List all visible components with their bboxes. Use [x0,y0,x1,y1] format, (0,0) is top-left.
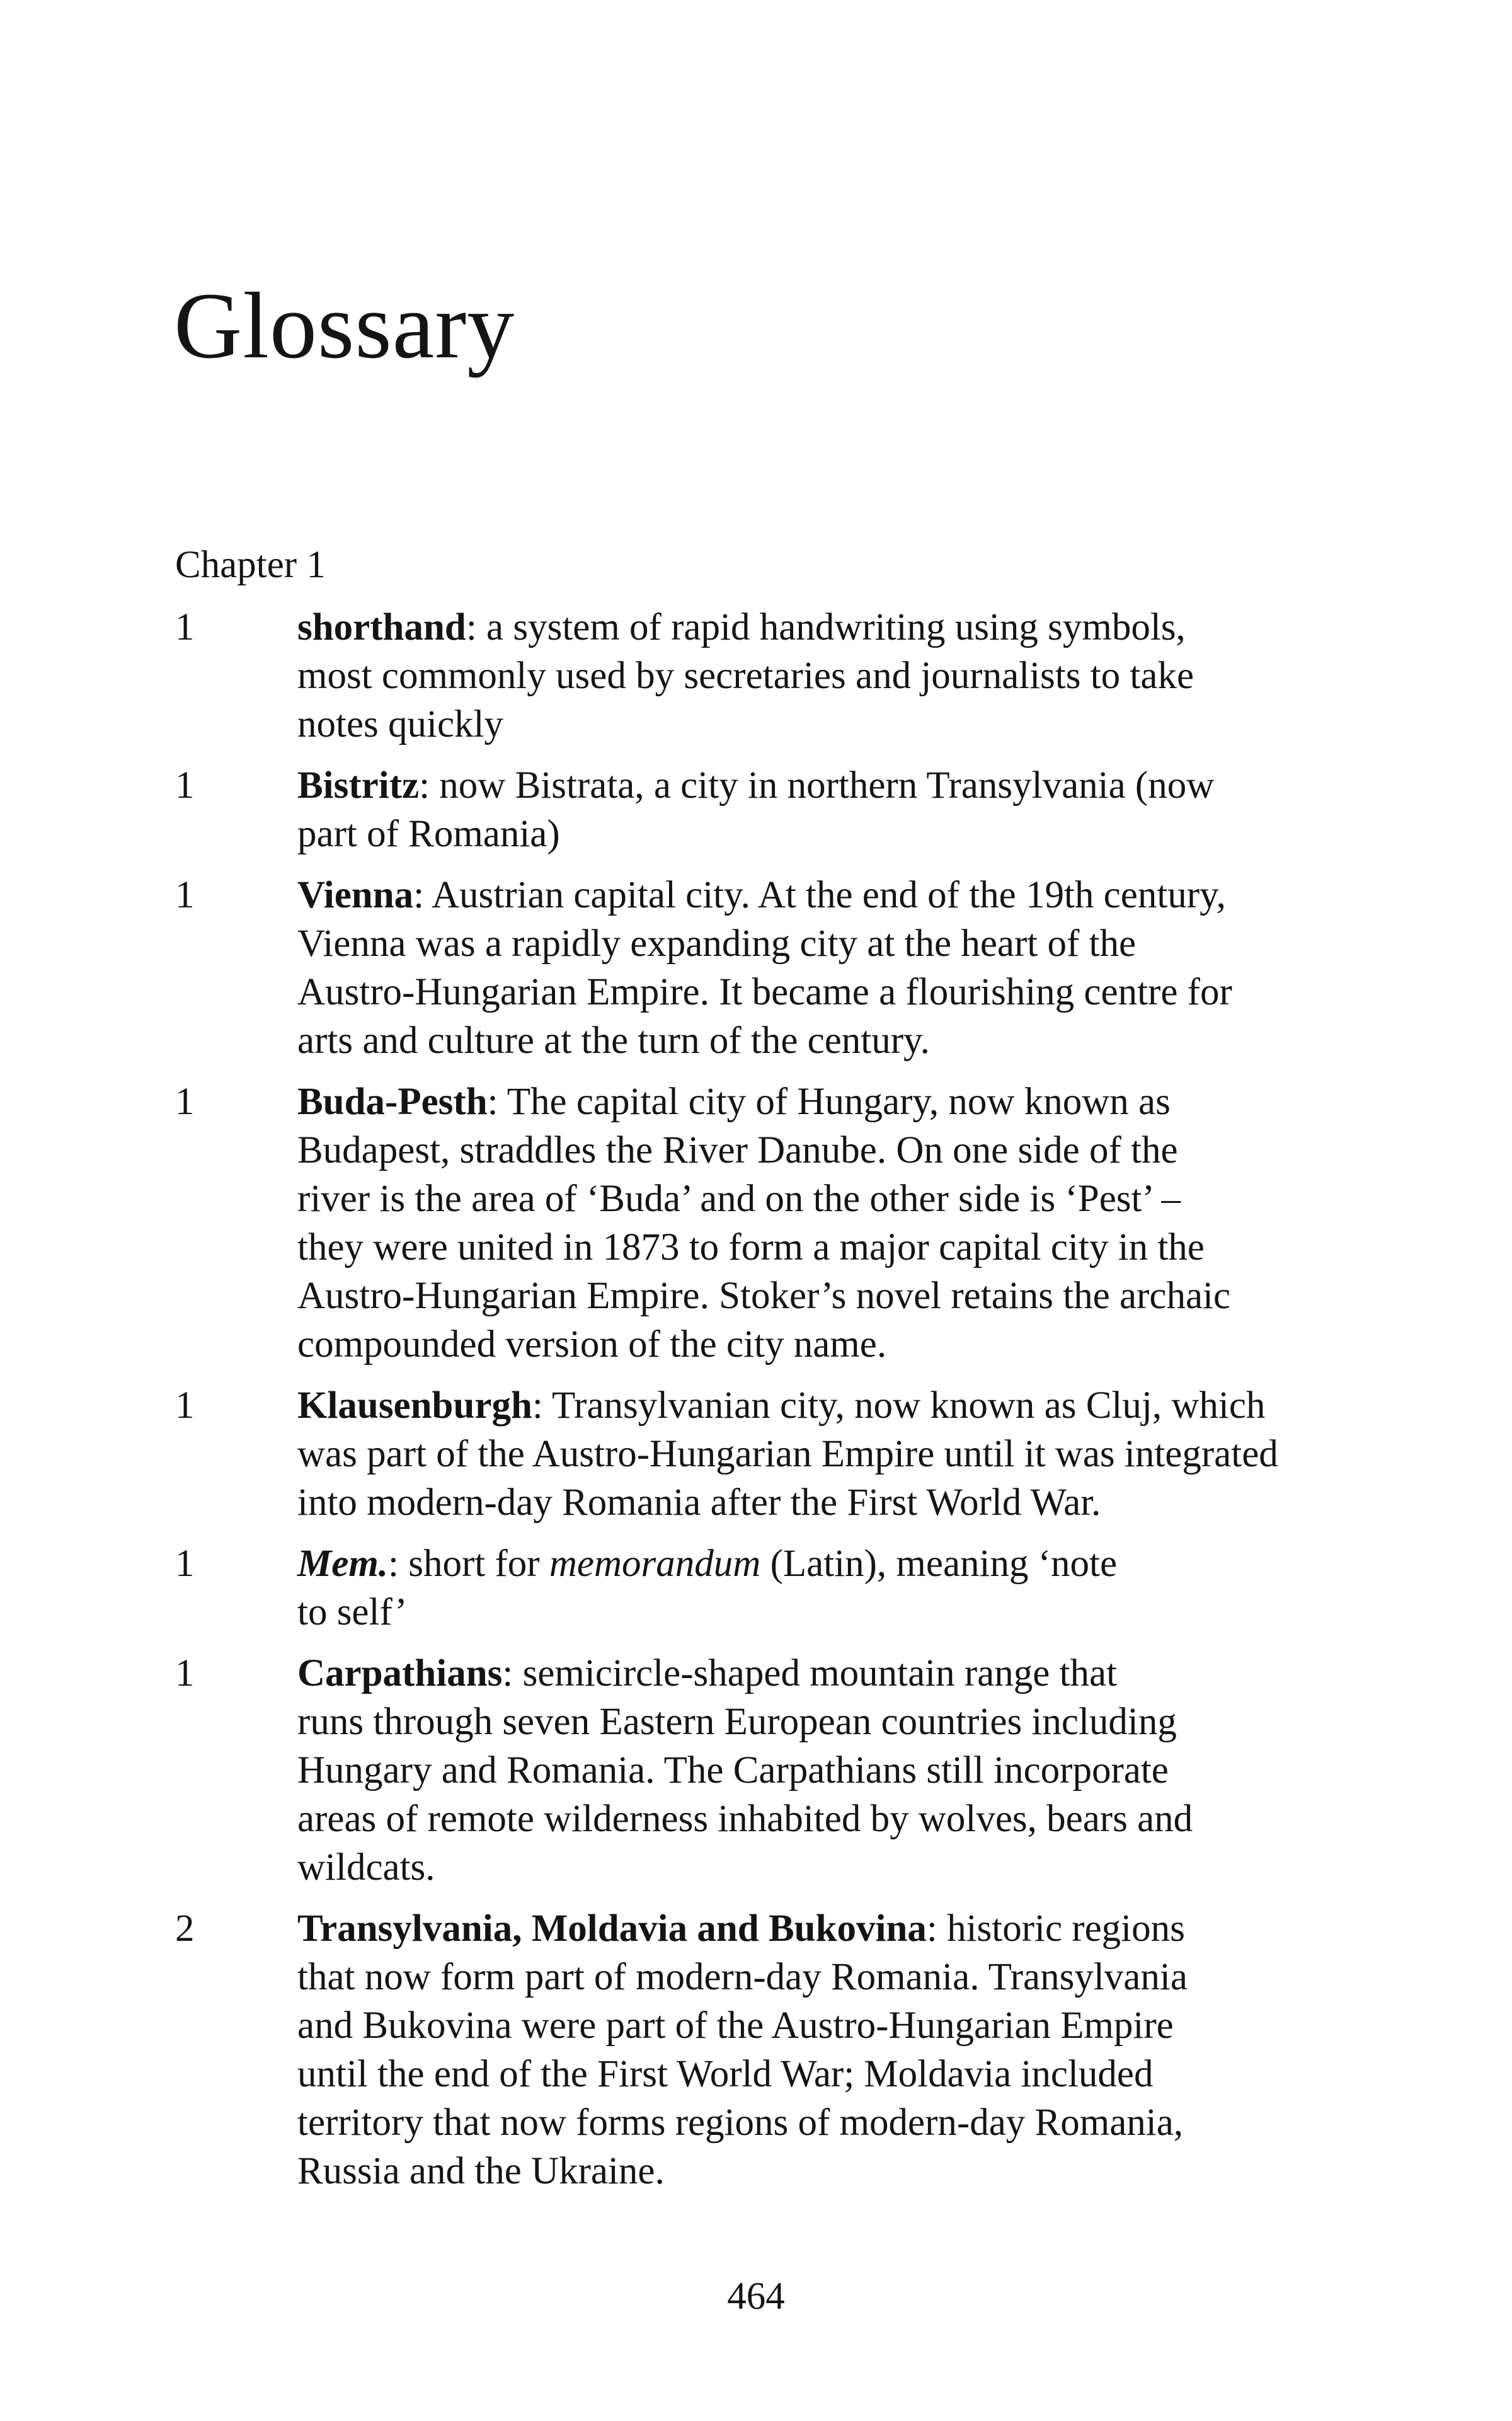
entry-body [297,603,1372,749]
glossary-entry [175,1078,1372,1369]
entry-line [297,603,1372,652]
entry-term: Buda-Pesth [297,1081,488,1123]
entry-page-ref: 1 [175,1081,195,1123]
glossary-entry [175,871,1372,1065]
entry-line [297,1381,1372,1430]
entry-line: to self’ [297,1591,408,1633]
entry-line: into modern-day Romania after the First World War. [297,1481,1101,1524]
entry-line: compounded version of the city name. [297,1323,887,1366]
glossary-entry [175,603,1372,749]
entry-line: arts and culture at the turn of the century. [297,1020,930,1062]
entry-line: Hungary and Romania. The Carpathians still incorporate [297,1749,1169,1791]
entry-term: Mem. [297,1543,389,1585]
entry-line [297,761,1372,810]
entry-term: Bistritz [297,764,420,807]
entry-line: was part of the Austro-Hungarian Empire until it was integrated [297,1433,1278,1475]
entry-page-ref: 1 [175,764,195,807]
entry-body [297,1078,1372,1369]
entry-line: until the end of the First World War; Moldavia included [297,2053,1154,2095]
entry-page-ref: 1 [175,1384,195,1427]
entry-term: Transylvania, Moldavia and Bukovina [297,1907,927,1950]
entry-line: river is the area of ‘Buda’ and on the other side is ‘Pest’ – [297,1178,1181,1220]
glossary-entry [175,1649,1372,1892]
entry-line: most commonly used by secretaries and journalists to take [297,655,1194,697]
entry-italic-word: memorandum [549,1543,761,1585]
entry-body [297,761,1372,858]
entry-body [297,1381,1372,1527]
entry-line: Budapest, straddles the River Danube. On one side of the [297,1129,1178,1171]
entry-definition: : Austrian capital city. At the end of the 19th century, [413,874,1226,916]
entry-definition: (Latin), meaning ‘note [760,1543,1118,1585]
entry-body [297,871,1372,1065]
entry-term: Carpathians [297,1652,503,1694]
glossary-list [175,603,1372,2208]
entry-line: territory that now forms regions of modern-day Romania, [297,2102,1184,2144]
entry-line: that now form part of modern-day Romania. Transylvania [297,1956,1188,1998]
entry-line [297,1078,1372,1126]
entry-line: they were united in 1873 to form a major capital city in the [297,1226,1205,1268]
entry-line: wildcats. [297,1846,435,1889]
entry-line: and Bukovina were part of the Austro-Hungarian Empire [297,2004,1174,2047]
entry-term: Klausenburgh [297,1384,532,1427]
entry-line: Russia and the Ukraine. [297,2150,665,2192]
glossary-entry [175,1539,1372,1636]
chapter-heading: Chapter 1 [175,544,326,586]
glossary-entry [175,1904,1372,2195]
entry-page-ref: 2 [175,1907,195,1950]
entry-definition: : semicircle-shaped mountain range that [502,1652,1118,1694]
page-title: Glossary [174,273,515,378]
entry-definition: : a system of rapid handwriting using symbols, [466,606,1186,648]
entry-page-ref: 1 [175,1543,195,1585]
entry-page-ref: 1 [175,874,195,916]
entry-line: Vienna was a rapidly expanding city at the heart of the [297,923,1137,965]
entry-body [297,1649,1372,1892]
entry-body [297,1539,1372,1636]
entry-line: areas of remote wilderness inhabited by wolves, bears and [297,1798,1193,1840]
entry-definition: : The capital city of Hungary, now known as [487,1081,1171,1123]
entry-line [297,1649,1372,1698]
entry-definition: : Transylvanian city, now known as Cluj, which [532,1384,1266,1427]
entry-line: Austro-Hungarian Empire. It became a flourishing centre for [297,971,1232,1013]
entry-body [297,1904,1372,2195]
page-number: 464 [727,2275,785,2318]
glossary-entry [175,761,1372,858]
entry-line [297,871,1372,919]
entry-line: Austro-Hungarian Empire. Stoker’s novel retains the archaic [297,1275,1231,1317]
entry-definition: : now Bistrata, a city in northern Transylvania (now [419,764,1215,807]
entry-line: part of Romania) [297,813,560,855]
entry-page-ref: 1 [175,606,195,648]
entry-page-ref: 1 [175,1652,195,1694]
entry-definition: : short for [388,1543,549,1585]
entry-line: runs through seven Eastern European countries including [297,1701,1177,1743]
entry-line [297,1904,1372,1953]
entry-definition: : historic regions [926,1907,1185,1950]
entry-term: Vienna [297,874,414,916]
glossary-entry [175,1381,1372,1527]
entry-term: shorthand [297,606,466,648]
entry-line [297,1539,1372,1588]
entry-line: notes quickly [297,703,503,745]
